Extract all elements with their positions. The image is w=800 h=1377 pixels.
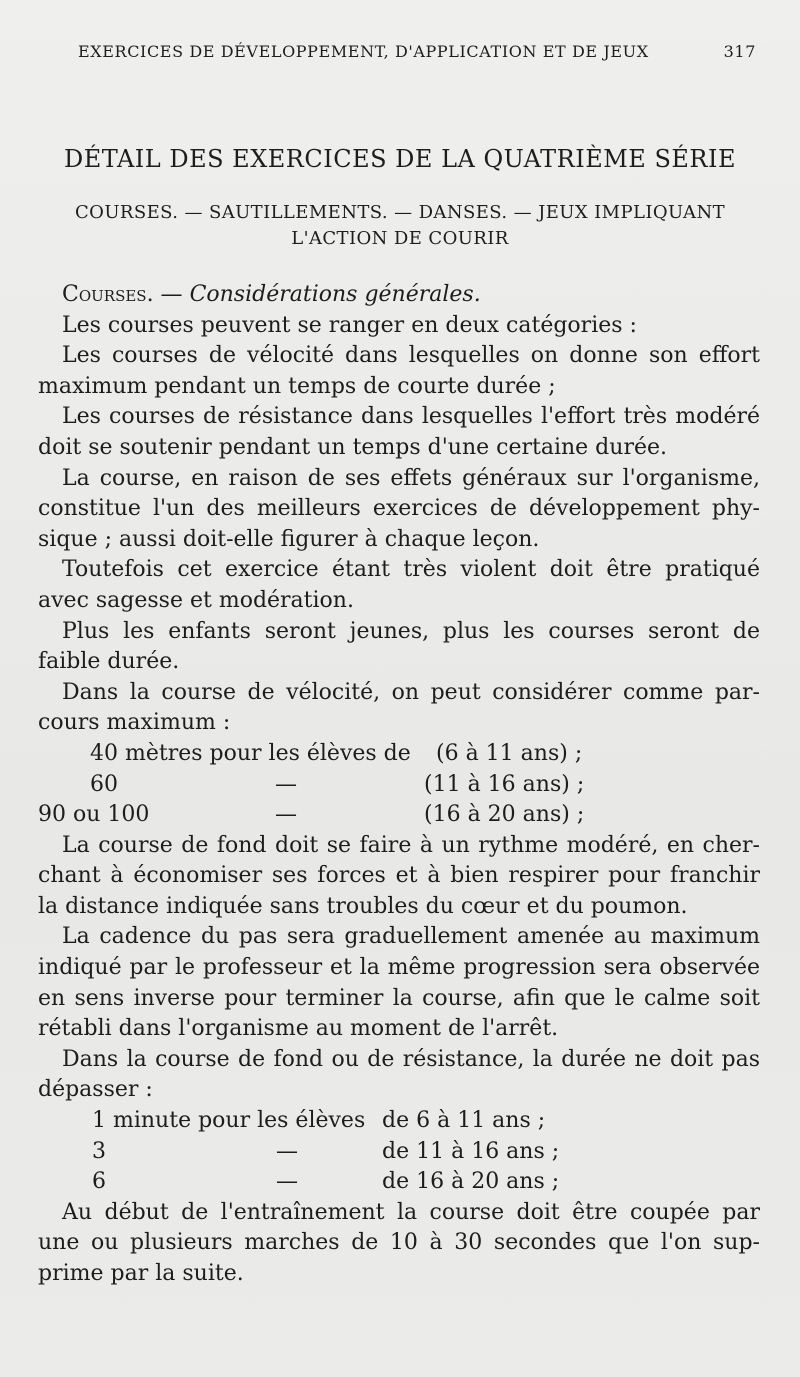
paragraph-11-line1: Au début de l'entraînement la course doit être coupée par (62, 1199, 760, 1225)
paragraph-11-line3: prime par la suite. (38, 1261, 244, 1286)
paragraph-10-line1: Dans la course de fond ou de résistance, la durée ne doit pas (62, 1046, 760, 1072)
paragraph-5-line2: avec sagesse et modération. (38, 587, 354, 613)
endurance-ditto: — (276, 1169, 298, 1195)
velocity-distance: 90 ou 100 (38, 802, 150, 828)
velocity-table-row (38, 739, 760, 770)
paragraph-9-line3: en sens inverse pour terminer la course, afin que le calme soit (38, 985, 760, 1011)
velocity-ditto: — (275, 771, 297, 797)
paragraph-2-line2: maximum pendant un temps de courte durée ; (38, 373, 556, 399)
heading-italic: Considérations générales. (189, 282, 481, 307)
running-title: EXERCICES DE DÉVELOPPEMENT, D'APPLICATION ET DE JEUX (78, 42, 649, 61)
endurance-duration: 6 (92, 1169, 106, 1195)
velocity-table-row (38, 770, 760, 801)
endurance-table-row (38, 1106, 760, 1137)
velocity-ages: (6 à 11 ans) ; (436, 740, 583, 766)
paragraph-6-line2: faible durée. (38, 649, 180, 675)
paragraph-7-line1: Dans la course de vélocité, on peut considérer comme par- (62, 679, 760, 705)
endurance-ditto: — (276, 1138, 298, 1164)
heading-label: Courses. (62, 282, 154, 307)
paragraph-9-line2: indiqué par le professeur et la même progression sera observée (38, 955, 760, 981)
endurance-table-row (38, 1137, 760, 1168)
paragraph-8-line1: La course de fond doit se faire à un rythme modéré, en cher- (62, 832, 760, 858)
paragraph-1: Les courses peuvent se ranger en deux catégories : (62, 312, 637, 338)
velocity-table-row (38, 800, 760, 831)
section-subtitle-line1: COURSES. — SAUTILLEMENTS. — DANSES. — JEUX IMPLIQUANT (74, 202, 726, 223)
velocity-ditto: — (275, 802, 297, 828)
paragraph-4-line3: sique ; aussi doit-elle figurer à chaque leçon. (38, 526, 540, 552)
endurance-duration: 1 minute pour les élèves (92, 1108, 366, 1134)
endurance-ages: de 11 à 16 ans ; (382, 1138, 560, 1164)
paragraph-5-line1: Toutefois cet exercice étant très violent doit être pratiqué (62, 557, 760, 583)
paragraph-8-line3: la distance indiquée sans troubles du cœur et du poumon. (38, 893, 688, 919)
paragraph-7-line2: cours maximum : (38, 710, 231, 736)
endurance-ages: de 16 à 20 ans ; (382, 1169, 560, 1195)
paragraph-3-line1: Les courses de résistance dans lesquelles l'effort très modéré (62, 404, 760, 430)
paragraph-3-line2: doit se soutenir pendant un temps d'une certaine durée. (38, 434, 667, 460)
velocity-distance: 40 mètres pour les élèves de (90, 740, 411, 766)
paragraph-4-line1: La course, en raison de ses effets généraux sur l'organisme, (62, 465, 760, 491)
section-title: DÉTAIL DES EXERCICES DE LA QUATRIÈME SÉRIE (64, 145, 736, 173)
page-number: 317 (723, 42, 756, 61)
paragraph-2-line1: Les courses de vélocité dans lesquelles on donne son effort (62, 343, 760, 369)
paragraph-9-line4: rétabli dans l'organisme au moment de l'arrêt. (38, 1016, 559, 1042)
endurance-table-row (38, 1167, 760, 1198)
velocity-ages: (16 à 20 ans) ; (424, 802, 585, 828)
paragraph-4-line2: constitue l'un des meilleurs exercices de développement phy- (38, 496, 760, 522)
paragraph-6-line1: Plus les enfants seront jeunes, plus les courses seront de (62, 618, 760, 644)
paragraph-9-line1: La cadence du pas sera graduellement amenée au maximum (62, 924, 760, 950)
subsection-heading (38, 280, 760, 311)
velocity-distance: 60 (90, 771, 118, 797)
section-subtitle-line2: L'ACTION DE COURIR (291, 228, 509, 249)
endurance-duration: 3 (92, 1138, 106, 1164)
paragraph-10-line2: dépasser : (38, 1077, 153, 1103)
endurance-ages: de 6 à 11 ans ; (382, 1108, 546, 1134)
paragraph-11-line2: une ou plusieurs marches de 10 à 30 secondes que l'on sup- (38, 1230, 760, 1256)
velocity-ages: (11 à 16 ans) ; (424, 771, 585, 797)
paragraph-8-line2: chant à économiser ses forces et à bien respirer pour franchir (38, 863, 760, 889)
heading-dash: — (153, 282, 190, 307)
body-text (38, 280, 760, 1290)
running-header (78, 42, 756, 61)
